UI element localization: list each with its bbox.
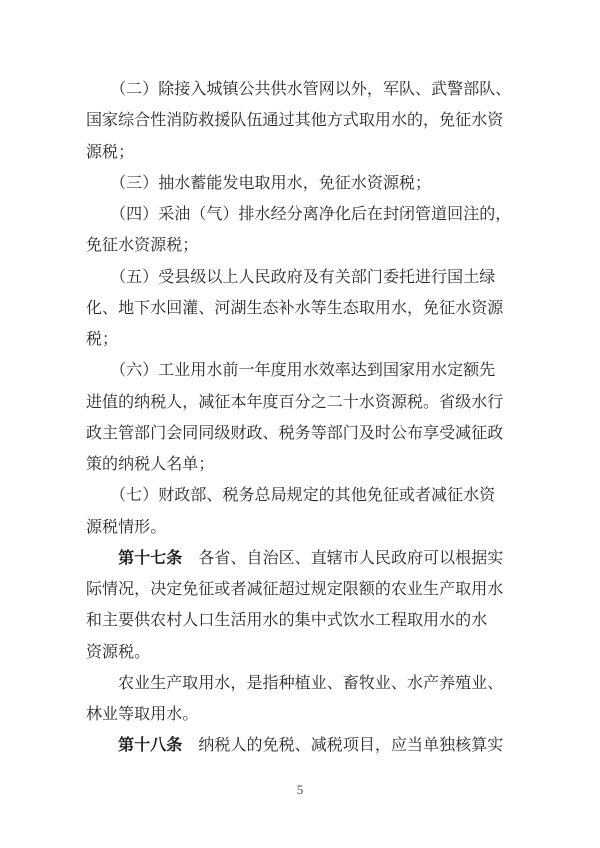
text-line <box>86 168 526 199</box>
text-run: （七）财政部、税务总局规定的其他免征或者减征水资 <box>86 487 496 505</box>
text-run: 和主要供农村人口生活用水的集中式饮水工程取用水的水 <box>86 612 488 630</box>
text-line <box>86 449 526 480</box>
text-run: 国家综合性消防救援队伍通过其他方式取用水的，免征水资 <box>86 112 504 130</box>
text-line <box>86 480 526 511</box>
text-line <box>86 605 526 636</box>
text-run: 政主管部门会同同级财政、税务等部门及时公布享受减征政 <box>86 424 504 442</box>
text-run: 林业等取用水。 <box>86 706 199 723</box>
text-run <box>86 550 118 567</box>
text-run: 免征水资源税； <box>86 237 199 255</box>
text-run: （四）采油（气）排水经分离净化后在封闭管道回注的， <box>86 206 512 223</box>
text-line <box>86 543 526 574</box>
text-line <box>86 637 526 668</box>
text-line <box>86 418 526 449</box>
text-line <box>86 137 526 168</box>
text-run: （六）工业用水前一年度用水效率达到国家用水定额先 <box>86 362 496 380</box>
text-line <box>86 730 526 761</box>
text-run: 纳税人的免税、减税项目，应当单独核算实 <box>182 737 504 755</box>
text-run: 化、地下水回灌、河湖生态补水等生态取用水，免征水资源 <box>86 299 504 317</box>
text-line <box>86 230 526 261</box>
article-heading: 第十七条 <box>118 549 183 567</box>
text-line <box>86 387 526 418</box>
text-line <box>86 74 526 105</box>
text-run: 源税； <box>86 143 135 161</box>
text-run: 际情况，决定免征或者减征超过规定限额的农业生产取用水 <box>86 581 504 598</box>
text-line <box>86 105 526 136</box>
text-line <box>86 699 526 730</box>
text-run: （二）除接入城镇公共供水管网以外，军队、武警部队、 <box>86 81 512 98</box>
text-line <box>86 199 526 230</box>
text-line <box>86 262 526 293</box>
text-line <box>86 293 526 324</box>
page-number: 5 <box>296 782 304 797</box>
text-line <box>86 324 526 355</box>
document-body <box>86 74 526 762</box>
text-line <box>86 574 526 605</box>
text-run: （五）受县级以上人民政府及有关部门委托进行国土绿 <box>86 268 496 286</box>
text-line <box>86 355 526 386</box>
text-run <box>86 737 118 754</box>
text-line <box>86 512 526 543</box>
text-run: 进值的纳税人，减征本年度百分之二十水资源税。省级水行 <box>86 393 504 411</box>
text-run: 源税情形。 <box>86 518 167 536</box>
text-run: 资源税。 <box>86 643 151 661</box>
text-run: （三）抽水蓄能发电取用水，免征水资源税； <box>86 174 432 192</box>
text-run: 农业生产取用水，是指种植业、畜牧业、水产养殖业、 <box>86 674 504 692</box>
text-line <box>86 668 526 699</box>
text-run: 税； <box>86 331 119 348</box>
text-run: 策的纳税人名单； <box>86 456 215 473</box>
text-run: 各省、自治区、直辖市人民政府可以根据实 <box>182 549 504 567</box>
article-heading: 第十八条 <box>118 737 183 755</box>
